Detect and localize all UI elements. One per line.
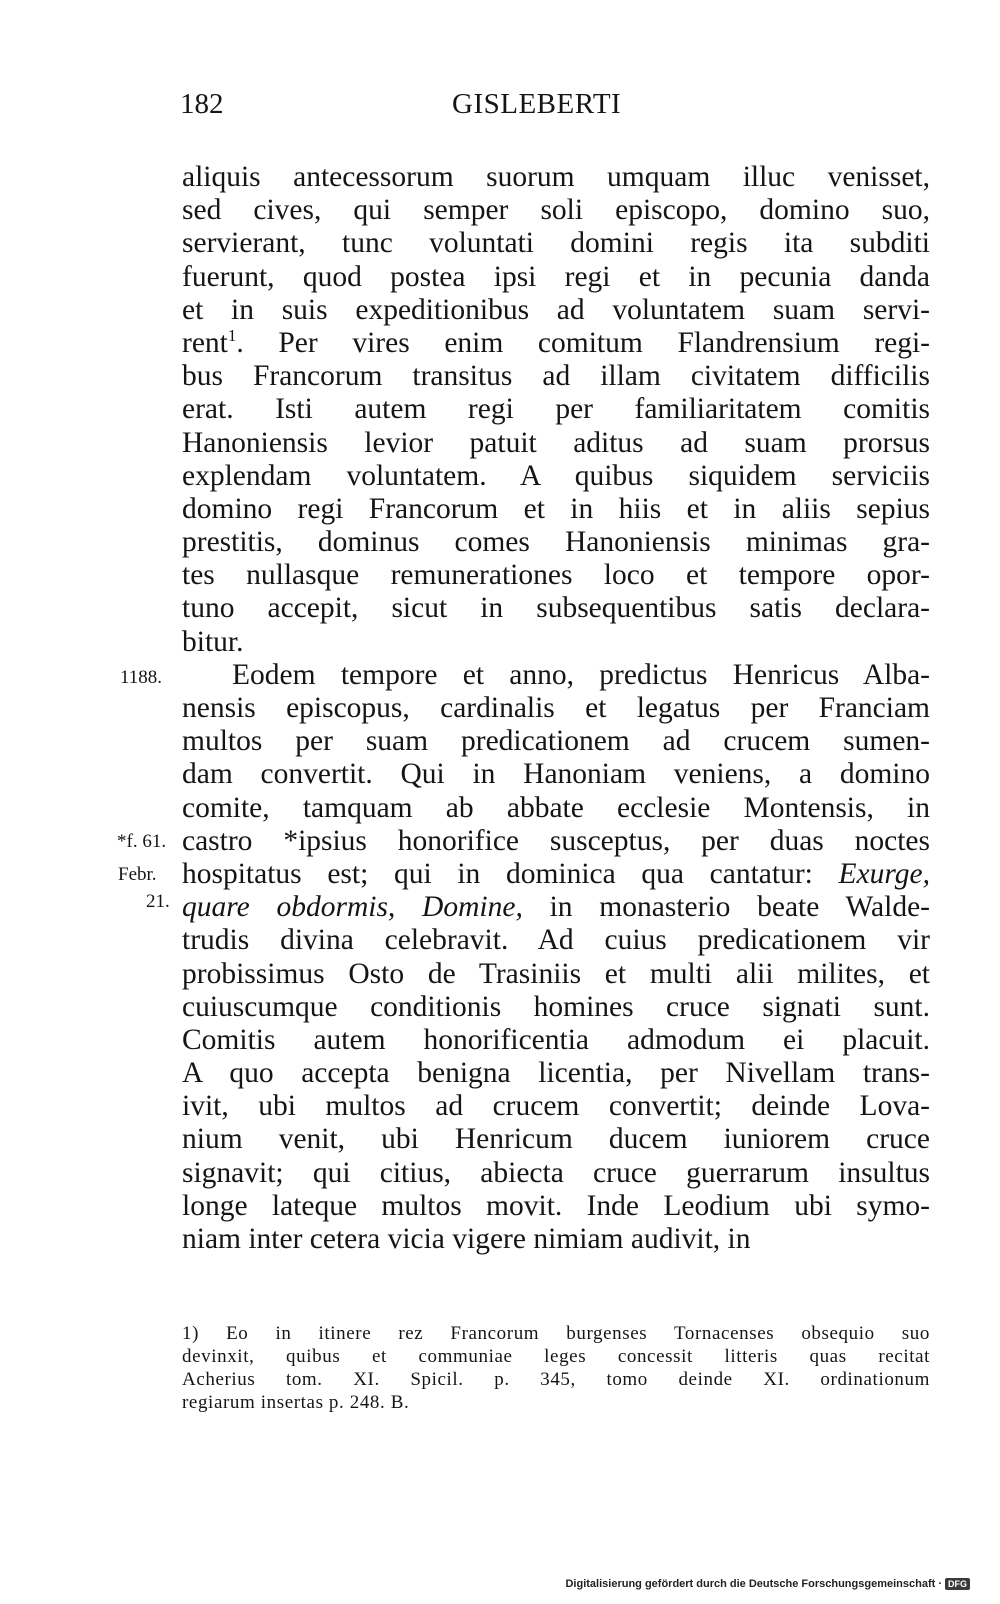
text-fragment: in monasterio beate Walde- (522, 891, 930, 924)
text-line: erat. Isti autem regi per familiaritatem comitis (182, 393, 930, 426)
text-line: cuiuscumque conditionis homines cruce signati sunt. (182, 990, 930, 1023)
digitization-credit (565, 1578, 970, 1590)
folio-mark: * (283, 824, 299, 857)
text-line: Hanoniensis levior patuit aditus ad suam prorsus (182, 426, 930, 459)
margin-month: Febr. (118, 864, 157, 885)
footnote-ref: 1 (227, 325, 237, 345)
italic-quote: quare obdormis, Domine, (182, 891, 523, 924)
text-line: signavit; qui citius, abiecta cruce guerrarum insultus (182, 1156, 930, 1189)
text-line: domino regi Francorum et in hiis et in aliis sepius (182, 492, 930, 525)
text-line: multos per suam predicationem ad crucem sumen- (182, 725, 930, 758)
margin-day: 21. (146, 891, 170, 912)
text-line: ivit, ubi multos ad crucem convertit; deinde Lova- (182, 1090, 930, 1123)
running-header (180, 88, 930, 128)
text-line: nium venit, ubi Henricum ducem iuniorem cruce (182, 1123, 930, 1156)
text-line: bus Francorum transitus ad illam civitatem difficilis (182, 360, 930, 393)
credit-text: Digitalisierung gefördert durch die Deutsche Forschungsgemeinschaft · (565, 1578, 942, 1590)
text-line: fuerunt, quod postea ipsi regi et in pecunia danda (182, 260, 930, 293)
text-fragment: castro (182, 824, 284, 857)
dfg-logo: DFG (945, 1578, 970, 1590)
text-fragment: ipsius honorifice susceptus, per duas noctes (298, 824, 931, 857)
margin-folio: *f. 61. (117, 831, 167, 852)
text-line-with-footnote-ref (182, 327, 930, 360)
text-line: tes nullasque remunerationes loco et tempore opor- (182, 559, 930, 592)
page-number: 182 (180, 88, 224, 120)
text-line: tuno accepit, sicut in subsequentibus satis declara- (182, 592, 930, 625)
text-line (182, 858, 930, 891)
running-title: GISLEBERTI (452, 88, 622, 120)
main-text (182, 161, 930, 1256)
text-line: et in suis expeditionibus ad voluntatem suam servi- (182, 293, 930, 326)
text-line: aliquis antecessorum suorum umquam illuc venisset, (182, 161, 930, 193)
footnote-line: Acherius tom. XI. Spicil. p. 345, tomo deinde XI. ordinationum (182, 1369, 930, 1390)
text-line: dam convertit. Qui in Hanoniam veniens, a domino (182, 758, 930, 791)
text-line: sed cives, qui semper soli episcopo, domino suo, (182, 194, 930, 227)
text-line: explendam voluntatem. A quibus siquidem serviciis (182, 459, 930, 492)
text-line: probissimus Osto de Trasiniis et multi alii milites, et (182, 957, 930, 990)
text-line: servierant, tunc voluntati domini regis ita subditi (182, 227, 930, 260)
text-line: A quo accepta benigna licentia, per Nivellam trans- (182, 1057, 930, 1090)
text-line: trudis divina celebravit. Ad cuius predicationem vir (182, 924, 930, 957)
text-line: niam inter cetera vicia vigere nimiam audivit, in (182, 1223, 751, 1255)
text-line: nensis episcopus, cardinalis et legatus per Franciam (182, 692, 930, 724)
text-fragment: . Per vires enim comitum Flandrensium regi- (236, 326, 930, 359)
margin-year: 1188. (120, 667, 163, 688)
text-line: bitur. (182, 625, 244, 658)
footnote-line: devinxit, quibus et communiae leges concessit litteris quas recitat (182, 1346, 930, 1367)
italic-quote: Exurge, (838, 857, 930, 890)
text-line: prestitis, dominus comes Hanoniensis minimas gra- (182, 526, 930, 559)
footnote (182, 1322, 930, 1414)
text-line (182, 891, 930, 924)
text-line-paragraph-start: Eodem tempore et anno, predictus Henricus Alba- (232, 658, 930, 691)
text-line: comite, tamquam ab abbate ecclesie Montensis, in (182, 791, 930, 824)
text-fragment: rent (182, 326, 228, 359)
text-fragment: hospitatus est; qui in dominica qua cantatur: (182, 857, 839, 890)
text-line: Comitis autem honorificentia admodum ei placuit. (182, 1023, 930, 1056)
text-line: longe lateque multos movit. Inde Leodium ubi symo- (182, 1189, 930, 1222)
footnote-line: regiarum insertas p. 248. B. (182, 1392, 410, 1413)
footnote-line: 1) Eo in itinere rez Francorum burgenses Tornacenses obsequio suo (182, 1323, 930, 1344)
text-line (182, 825, 930, 858)
